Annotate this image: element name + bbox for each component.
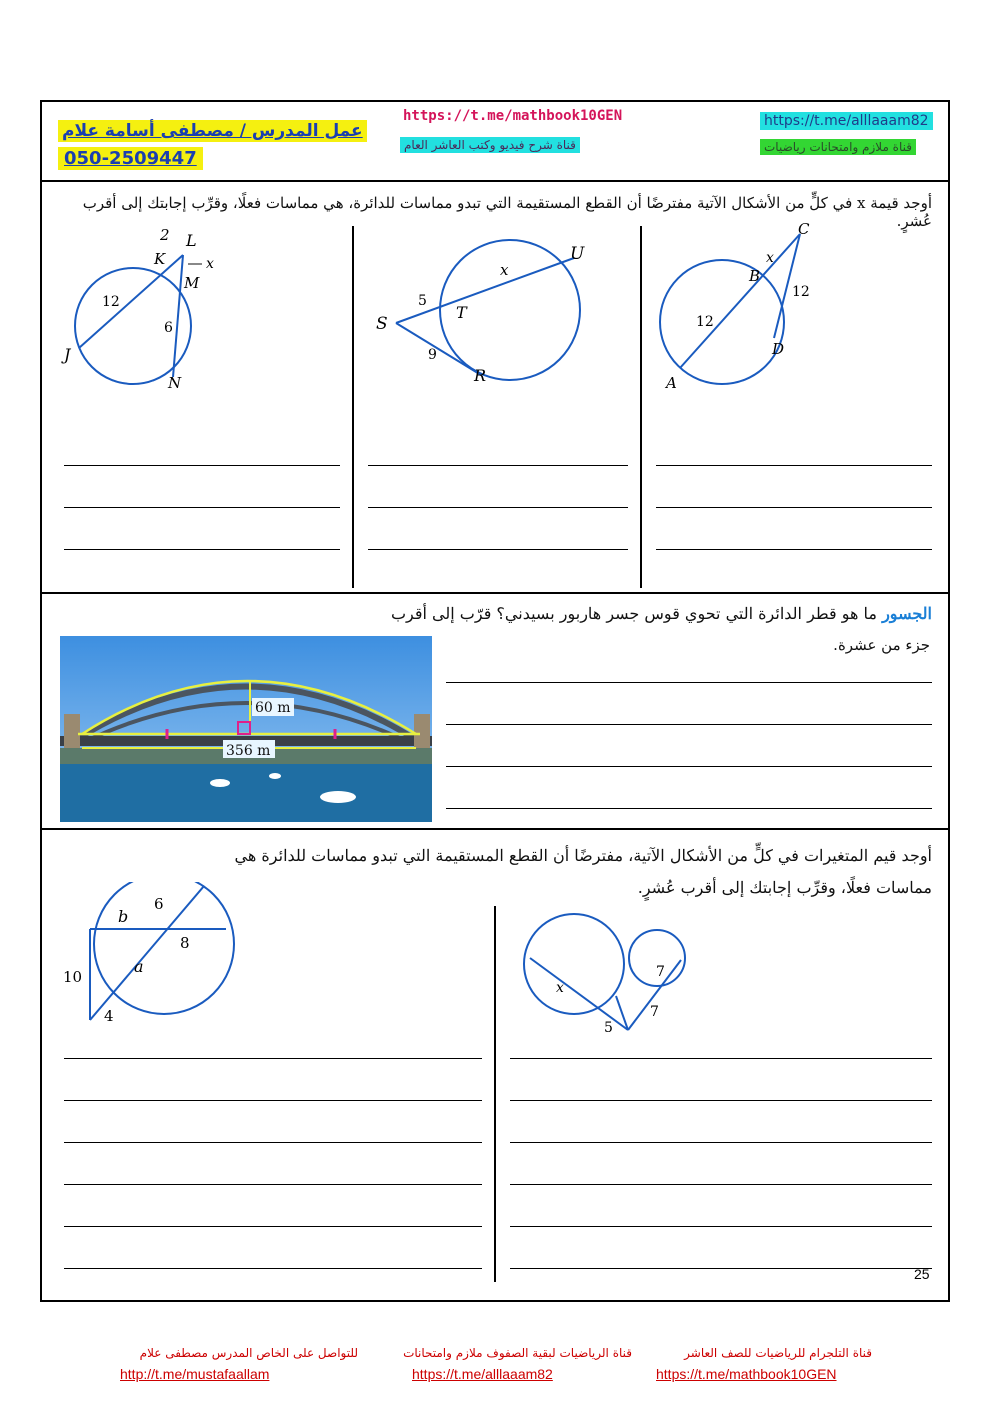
fig1-label-K: K	[154, 250, 166, 268]
answer-line[interactable]	[510, 1268, 932, 1269]
answer-line[interactable]	[368, 465, 628, 466]
fig4-label-6: 6	[154, 895, 164, 913]
teacher-name: عمل المدرس / مصطفى أسامة علام	[58, 120, 367, 142]
fig3-label-12a: 12	[696, 314, 714, 330]
fig1-label-L: L	[186, 231, 197, 250]
answer-line[interactable]	[510, 1226, 932, 1227]
bridge-photo	[60, 636, 432, 822]
link-alt[interactable]: https://t.me/alllaaam82	[760, 112, 933, 130]
fig1-label-J: J	[64, 345, 71, 364]
answer-line[interactable]	[64, 507, 340, 508]
channel-main-label: قناة شرح فيديو وكتب العاشر العام	[400, 137, 580, 153]
fig5-label-x: x	[556, 980, 564, 996]
answer-line[interactable]	[64, 1226, 482, 1227]
answer-line[interactable]	[656, 465, 932, 466]
fig4-label-4: 4	[104, 1007, 114, 1025]
fig5-label-7b: 7	[650, 1004, 659, 1020]
fig1-label-M: M	[184, 274, 200, 292]
section1-bottom-divider	[40, 592, 950, 594]
fig5-label-5: 5	[604, 1020, 613, 1036]
fig4-label-8: 8	[180, 934, 190, 952]
figure2-diagram	[370, 225, 600, 395]
fig1-label-2: 2	[160, 226, 170, 244]
answer-line[interactable]	[656, 507, 932, 508]
answer-line[interactable]	[510, 1058, 932, 1059]
section1-divider-right	[640, 226, 642, 588]
answer-line[interactable]	[510, 1100, 932, 1101]
answer-line[interactable]	[64, 1058, 482, 1059]
answer-line[interactable]	[64, 1100, 482, 1101]
answer-line[interactable]	[64, 1184, 482, 1185]
footer-col2-link[interactable]: https://t.me/alllaaam82	[412, 1366, 553, 1382]
channel-alt-label: قناة ملازم وامتحانات رياضيات	[760, 139, 916, 155]
figure5-diagram	[520, 906, 700, 1036]
header-divider	[40, 180, 950, 182]
fig4-label-a: a	[134, 957, 144, 976]
fig3-label-A: A	[666, 374, 677, 392]
section2-keyword: الجسور	[882, 604, 932, 623]
footer-col1-link[interactable]: http://t.me/mustafaallam	[120, 1366, 270, 1382]
answer-line[interactable]	[64, 1268, 482, 1269]
fig1-label-12: 12	[102, 294, 120, 310]
fig4-label-b: b	[118, 907, 129, 926]
fig4-label-10: 10	[63, 968, 83, 986]
link-main[interactable]: https://t.me/mathbook10GEN	[403, 108, 623, 124]
section2-bottom-divider	[40, 828, 950, 830]
section2-prompt	[260, 604, 932, 623]
fig2-label-T: T	[456, 303, 467, 322]
section1-divider-left	[352, 226, 354, 588]
fig2-label-S: S	[376, 314, 388, 334]
footer-col3-text: قناة التلجرام للرياضيات للصف العاشر	[684, 1346, 872, 1360]
fig1-label-6: 6	[164, 320, 173, 336]
section3-prompt: أوجد قيم المتغيرات في كلٍّ من الأشكال الآتية، مفترضًا أن القطع المستقيمة التي تبدو مماسات للدائرة هي	[234, 846, 932, 865]
section2-prompt-line2: جزء من عشرة.	[833, 636, 930, 654]
answer-line[interactable]	[510, 1184, 932, 1185]
fig2-label-U: U	[570, 244, 585, 264]
footer-col3-link[interactable]: https://t.me/mathbook10GEN	[656, 1366, 837, 1382]
fig3-label-12b: 12	[792, 284, 810, 300]
fig2-label-R: R	[474, 366, 487, 385]
fig3-label-D: D	[772, 340, 785, 358]
answer-line[interactable]	[368, 549, 628, 550]
answer-line[interactable]	[656, 549, 932, 550]
answer-line[interactable]	[368, 507, 628, 508]
figure3-diagram	[652, 222, 832, 397]
fig5-label-7a: 7	[656, 964, 665, 980]
section3-prompt-line2: مماسات فعلًا، وقرِّب إجابتك إلى أقرب عُشرٍ.	[637, 878, 932, 897]
fig3-label-C: C	[798, 222, 810, 238]
fig2-label-9: 9	[428, 347, 437, 363]
answer-line[interactable]	[64, 1142, 482, 1143]
answer-line[interactable]	[446, 682, 932, 683]
footer-col2-text: قناة الرياضيات لبقية الصفوف ملازم وامتحانات	[403, 1346, 632, 1360]
figure4-diagram	[58, 882, 248, 1027]
height-label: 60 m	[255, 700, 291, 716]
footer-col1-text: للتواصل على الخاص المدرس مصطفى علام	[139, 1346, 358, 1360]
fig1-label-N: N	[168, 374, 182, 392]
fig2-label-5: 5	[418, 293, 427, 309]
figure1-diagram	[50, 222, 240, 397]
teacher-phone: 050-2509447	[58, 147, 203, 170]
section2-prompt-text: ما هو قطر الدائرة التي تحوي قوس جسر هاربور بسيدني؟ قرّب إلى أقرب	[390, 604, 877, 623]
answer-line[interactable]	[446, 808, 932, 809]
fig3-label-x: x	[766, 250, 774, 266]
answer-line[interactable]	[64, 465, 340, 466]
section1-prompt: أوجد قيمة x في كلٍّ من الأشكال الآتية مفترضًا أن القطع المستقيمة التي تبدو مماسات للدائرة، هي مماسات فعلًا، وقرِّب إجابتك إلى أقرب عُشرٍ.	[82, 194, 932, 230]
answer-line[interactable]	[446, 724, 932, 725]
page-number: 25	[914, 1266, 930, 1282]
answer-line[interactable]	[446, 766, 932, 767]
answer-line[interactable]	[510, 1142, 932, 1143]
fig1-label-x: x	[206, 256, 214, 272]
fig3-label-B: B	[749, 267, 761, 285]
width-label: 356 m	[226, 743, 271, 759]
section3-divider	[494, 906, 496, 1282]
answer-line[interactable]	[64, 549, 340, 550]
fig2-label-x: x	[500, 261, 509, 279]
